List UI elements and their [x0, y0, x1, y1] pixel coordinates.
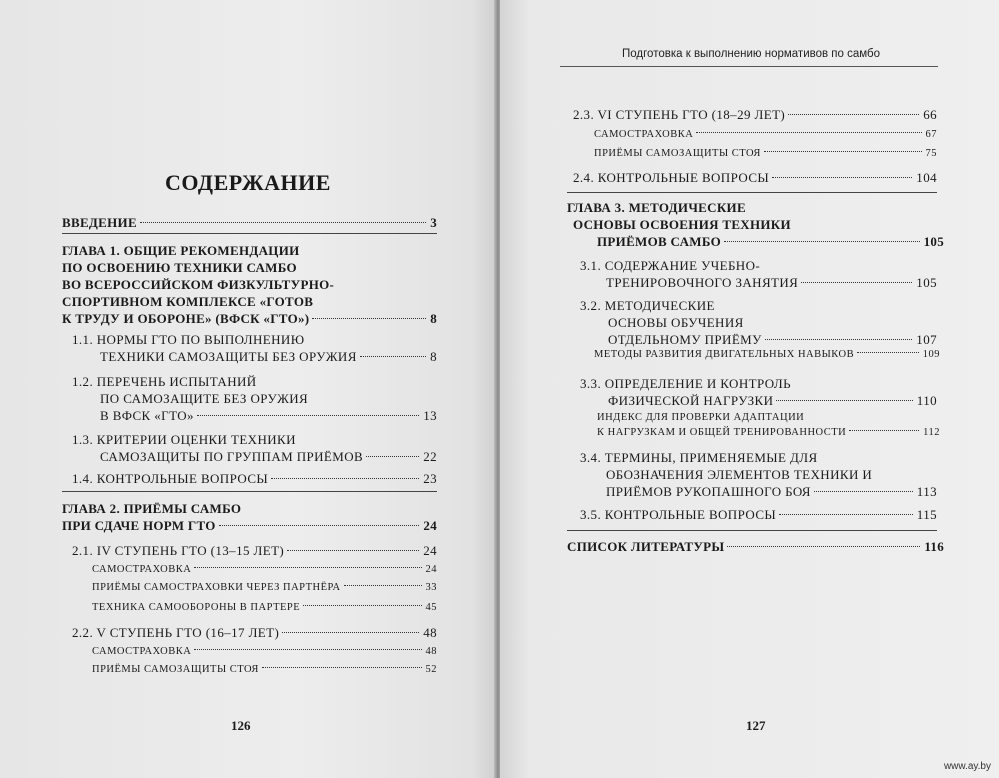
toc-entry	[72, 470, 437, 487]
toc-entry-line: ГЛАВА 3. МЕТОДИЧЕСКИЕ	[567, 200, 746, 215]
toc-entry	[62, 500, 437, 534]
toc-entry	[72, 373, 437, 424]
toc-entry-title: ТРЕНИРОВОЧНОГО ЗАНЯТИЯ	[606, 275, 799, 290]
dot-leader	[303, 605, 421, 606]
toc-entry-title: ПРИЁМЫ САМОЗАЩИТЫ СТОЯ	[594, 148, 761, 159]
toc-entry	[580, 506, 937, 523]
toc-page-number: 3	[430, 215, 437, 230]
toc-page-number: 23	[423, 471, 437, 486]
toc-page-number: 52	[425, 664, 437, 675]
toc-entry	[580, 449, 937, 500]
dot-leader	[194, 649, 421, 650]
toc-page-number: 33	[425, 582, 437, 593]
toc-entry	[594, 347, 940, 362]
dot-leader	[764, 151, 922, 152]
toc-page-number: 13	[423, 408, 437, 423]
toc-entry-title: 2.4. КОНТРОЛЬНЫЕ ВОПРОСЫ	[573, 170, 770, 185]
dot-leader	[197, 415, 419, 416]
toc-entry-title: ПРИ СДАЧЕ НОРМ ГТО	[62, 518, 216, 533]
dot-leader	[194, 567, 421, 568]
toc-entry-line: ИНДЕКС ДЛЯ ПРОВЕРКИ АДАПТАЦИИ	[597, 412, 805, 423]
toc-entry	[62, 242, 437, 327]
toc-entry-title: К ТРУДУ И ОБОРОНЕ» (ВФСК «ГТО»)	[62, 311, 310, 326]
toc-page-number: 116	[924, 539, 944, 554]
dot-leader	[776, 400, 912, 401]
toc-title: СОДЕРЖАНИЕ	[165, 170, 331, 195]
toc-page-number: 67	[925, 129, 937, 140]
dot-leader	[344, 585, 422, 586]
toc-page-number: 104	[916, 170, 937, 185]
toc-entry-title: САМОСТРАХОВКА	[92, 646, 192, 657]
dot-leader	[360, 356, 426, 357]
toc-entry	[62, 214, 437, 231]
toc-entry-line: ВО ВСЕРОССИЙСКОМ ФИЗКУЛЬТУРНО-	[62, 277, 335, 292]
toc-page-number: 115	[916, 507, 937, 522]
dot-leader	[271, 478, 419, 479]
toc-page-number: 24	[425, 564, 437, 575]
toc-entry-title: 2.2. V СТУПЕНЬ ГТО (16–17 ЛЕТ)	[72, 625, 280, 640]
toc-entry-title: 1.4. КОНТРОЛЬНЫЕ ВОПРОСЫ	[72, 471, 269, 486]
dot-leader	[849, 430, 919, 431]
header-rule	[560, 66, 938, 67]
toc-entry-title: САМОСТРАХОВКА	[92, 564, 192, 575]
toc-entry	[92, 662, 437, 677]
toc-entry-title: ФИЗИЧЕСКОЙ НАГРУЗКИ	[608, 393, 774, 408]
section-divider	[567, 530, 937, 531]
toc-entry-title: ТЕХНИКИ САМОЗАЩИТЫ БЕЗ ОРУЖИЯ	[100, 349, 357, 364]
toc-entry	[594, 127, 937, 142]
toc-entry-title: САМОСТРАХОВКА	[594, 129, 694, 140]
toc-entry	[92, 580, 437, 595]
toc-entry-line: ПО ОСВОЕНИЮ ТЕХНИКИ САМБО	[62, 260, 297, 275]
toc-entry-line: ОБОЗНАЧЕНИЯ ЭЛЕМЕНТОВ ТЕХНИКИ И	[606, 467, 873, 482]
dot-leader	[312, 318, 426, 319]
dot-leader	[801, 282, 912, 283]
toc-entry	[594, 146, 937, 161]
toc-page-number: 22	[423, 449, 437, 464]
toc-entry	[72, 624, 437, 641]
toc-page-number: 107	[916, 332, 937, 347]
section-divider	[62, 491, 437, 492]
toc-entry-title: 3.5. КОНТРОЛЬНЫЕ ВОПРОСЫ	[580, 507, 777, 522]
toc-entry	[567, 199, 944, 250]
toc-entry-line: 3.3. ОПРЕДЕЛЕНИЕ И КОНТРОЛЬ	[580, 376, 791, 391]
toc-page-number: 48	[425, 646, 437, 657]
toc-entry-line: ГЛАВА 2. ПРИЁМЫ САМБО	[62, 501, 242, 516]
toc-page-number: 105	[923, 234, 944, 249]
toc-entry-line: ГЛАВА 1. ОБЩИЕ РЕКОМЕНДАЦИИ	[62, 243, 300, 258]
toc-page-number: 110	[916, 393, 937, 408]
toc-entry	[92, 600, 437, 615]
dot-leader	[140, 222, 426, 223]
toc-entry-line: 1.1. НОРМЫ ГТО ПО ВЫПОЛНЕНИЮ	[72, 332, 305, 347]
toc-entry	[92, 644, 437, 659]
toc-entry-title: ПРИЁМОВ РУКОПАШНОГО БОЯ	[606, 484, 811, 499]
toc-entry	[573, 169, 937, 186]
toc-entry-title: ВВЕДЕНИЕ	[62, 215, 137, 230]
dot-leader	[727, 546, 920, 547]
toc-page-number: 113	[916, 484, 937, 499]
toc-entry-title: ПРИЁМОВ САМБО	[597, 234, 722, 249]
toc-page-number: 48	[423, 625, 437, 640]
running-header: Подготовка к выполнению нормативов по самбо	[622, 48, 881, 60]
toc-entry-title: В ВФСК «ГТО»	[100, 408, 194, 423]
toc-entry	[580, 297, 937, 348]
toc-entry	[573, 106, 937, 123]
dot-leader	[366, 456, 419, 457]
dot-leader	[219, 525, 420, 526]
toc-page-number: 45	[425, 602, 437, 613]
toc-entry-line: ОСНОВЫ ОБУЧЕНИЯ	[608, 315, 744, 330]
toc-entry-line: 3.4. ТЕРМИНЫ, ПРИМЕНЯЕМЫЕ ДЛЯ	[580, 450, 818, 465]
toc-entry-line: 3.1. СОДЕРЖАНИЕ УЧЕБНО-	[580, 258, 761, 273]
toc-entry	[580, 375, 937, 409]
toc-entry	[72, 542, 437, 559]
toc-entry	[92, 562, 437, 577]
dot-leader	[788, 114, 919, 115]
dot-leader	[696, 132, 921, 133]
toc-entry-line: ОСНОВЫ ОСВОЕНИЯ ТЕХНИКИ	[573, 217, 791, 232]
toc-entry	[567, 538, 944, 555]
toc-page-number: 105	[916, 275, 937, 290]
toc-entry	[72, 431, 437, 465]
toc-entry-line: ПО САМОЗАЩИТЕ БЕЗ ОРУЖИЯ	[100, 391, 309, 406]
toc-page-number: 24	[423, 543, 437, 558]
toc-entry-title: ПРИЁМЫ САМОСТРАХОВКИ ЧЕРЕЗ ПАРТНЁРА	[92, 582, 341, 593]
toc-entry	[72, 331, 437, 365]
toc-entry-title: МЕТОДЫ РАЗВИТИЯ ДВИГАТЕЛЬНЫХ НАВЫКОВ	[594, 349, 855, 360]
dot-leader	[857, 352, 919, 353]
toc-entry-title: ПРИЁМЫ САМОЗАЩИТЫ СТОЯ	[92, 664, 259, 675]
toc-page-number: 24	[423, 518, 437, 533]
toc-entry-title: 2.3. VI СТУПЕНЬ ГТО (18–29 ЛЕТ)	[573, 107, 786, 122]
dot-leader	[765, 339, 913, 340]
toc-entry	[580, 257, 937, 291]
toc-entry-title: ТЕХНИКА САМООБОРОНЫ В ПАРТЕРЕ	[92, 602, 301, 613]
toc-page-number: 8	[430, 349, 437, 364]
dot-leader	[814, 491, 913, 492]
toc-entry-line: 3.2. МЕТОДИЧЕСКИЕ	[580, 298, 715, 313]
toc-entry-line: 1.2. ПЕРЕЧЕНЬ ИСПЫТАНИЙ	[72, 374, 257, 389]
dot-leader	[779, 514, 913, 515]
folio-right: 127	[746, 718, 766, 733]
toc-page-number: 75	[925, 148, 937, 159]
toc-entry-title: 2.1. IV СТУПЕНЬ ГТО (13–15 ЛЕТ)	[72, 543, 285, 558]
dot-leader	[287, 550, 419, 551]
toc-entry	[597, 410, 940, 440]
toc-entry-line: 1.3. КРИТЕРИИ ОЦЕНКИ ТЕХНИКИ	[72, 432, 296, 447]
toc-page-number: 109	[922, 349, 940, 360]
dot-leader	[772, 177, 912, 178]
toc-page-number: 112	[923, 427, 940, 438]
section-divider	[62, 233, 437, 234]
dot-leader	[262, 667, 422, 668]
folio-left: 126	[231, 718, 251, 733]
watermark: www.ay.by	[943, 761, 991, 772]
dot-leader	[724, 241, 920, 242]
toc-entry-title: СПИСОК ЛИТЕРАТУРЫ	[567, 539, 725, 554]
toc-page-number: 66	[923, 107, 937, 122]
toc-entry-line: СПОРТИВНОМ КОМПЛЕКСЕ «ГОТОВ	[62, 294, 314, 309]
toc-entry-title: САМОЗАЩИТЫ ПО ГРУППАМ ПРИЁМОВ	[100, 449, 364, 464]
toc-entry-title: К НАГРУЗКАМ И ОБЩЕЙ ТРЕНИРОВАННОСТИ	[597, 427, 847, 438]
section-divider	[567, 192, 937, 193]
dot-leader	[282, 632, 419, 633]
toc-page-number: 8	[430, 311, 437, 326]
toc-entry-title: ОТДЕЛЬНОМУ ПРИЁМУ	[608, 332, 762, 347]
